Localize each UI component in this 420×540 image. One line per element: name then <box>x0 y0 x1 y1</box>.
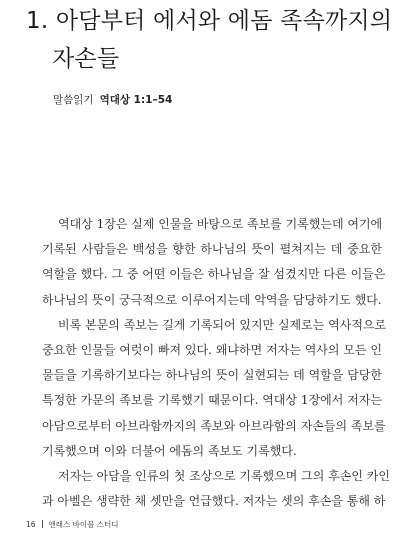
footer-divider <box>42 520 43 528</box>
paragraph <box>42 464 390 514</box>
chapter-title <box>26 2 406 78</box>
text-line: 역할을 했다. 그 중 어떤 이들은 하나님을 잘 섬겼지만 다른 이들은 <box>42 267 386 282</box>
text-line: 아담으로부터 아브라함까지의 족보와 아브라함의 자손들의 족보를 <box>42 418 386 433</box>
paragraph <box>42 212 386 313</box>
text-line: 기록했으며 이와 더불어 에돔의 족보도 기록했다. <box>42 443 297 458</box>
chapter-title-line-1: 1. 아담부터 에서와 에돔 족속까지의 <box>26 8 393 34</box>
scripture-reference: 역대상 1:1–54 <box>99 94 173 106</box>
scripture-reading <box>53 92 172 107</box>
text-line: 과 아벨은 생략한 채 셋만을 언급했다. 저자는 셋의 후손을 통해 하 <box>42 494 386 509</box>
text-line: 기록된 사람들은 백성을 향한 하나님의 뜻이 펼쳐지는 데 중요한 <box>42 242 382 257</box>
text-line: 비록 본문의 족보는 길게 기록되어 있지만 실제로는 역사적으로 <box>58 317 387 332</box>
scripture-reading-label: 말씀읽기 <box>53 94 94 106</box>
book-title: 앤래스 바이블 스터디 <box>48 520 119 529</box>
paragraph <box>42 313 387 464</box>
body-text <box>42 212 390 514</box>
page-footer <box>26 519 119 530</box>
text-line: 저자는 아담을 인류의 첫 조상으로 기록했으며 그의 후손인 카인 <box>58 469 390 484</box>
text-line: 물들을 기록하기보다는 하나님의 뜻이 실현되는 데 역할을 담당한 <box>42 368 382 383</box>
text-line: 하나님의 뜻이 궁극적으로 이루어지는데 악역을 담당하기도 했다. <box>42 292 382 307</box>
text-line: 특정한 가문의 족보를 기록했기 때문이다. 역대상 1장에서 저자는 <box>42 393 382 408</box>
text-line: 중요한 인물들 여럿이 빠져 있다. 왜냐하면 저자는 역사의 모든 인 <box>42 343 382 358</box>
page-number: 16 <box>26 520 36 529</box>
text-line: 역대상 1장은 실제 인물을 바탕으로 족보를 기록했는데 여기에 <box>58 217 383 231</box>
chapter-title-line-2: 자손들 <box>52 46 120 72</box>
